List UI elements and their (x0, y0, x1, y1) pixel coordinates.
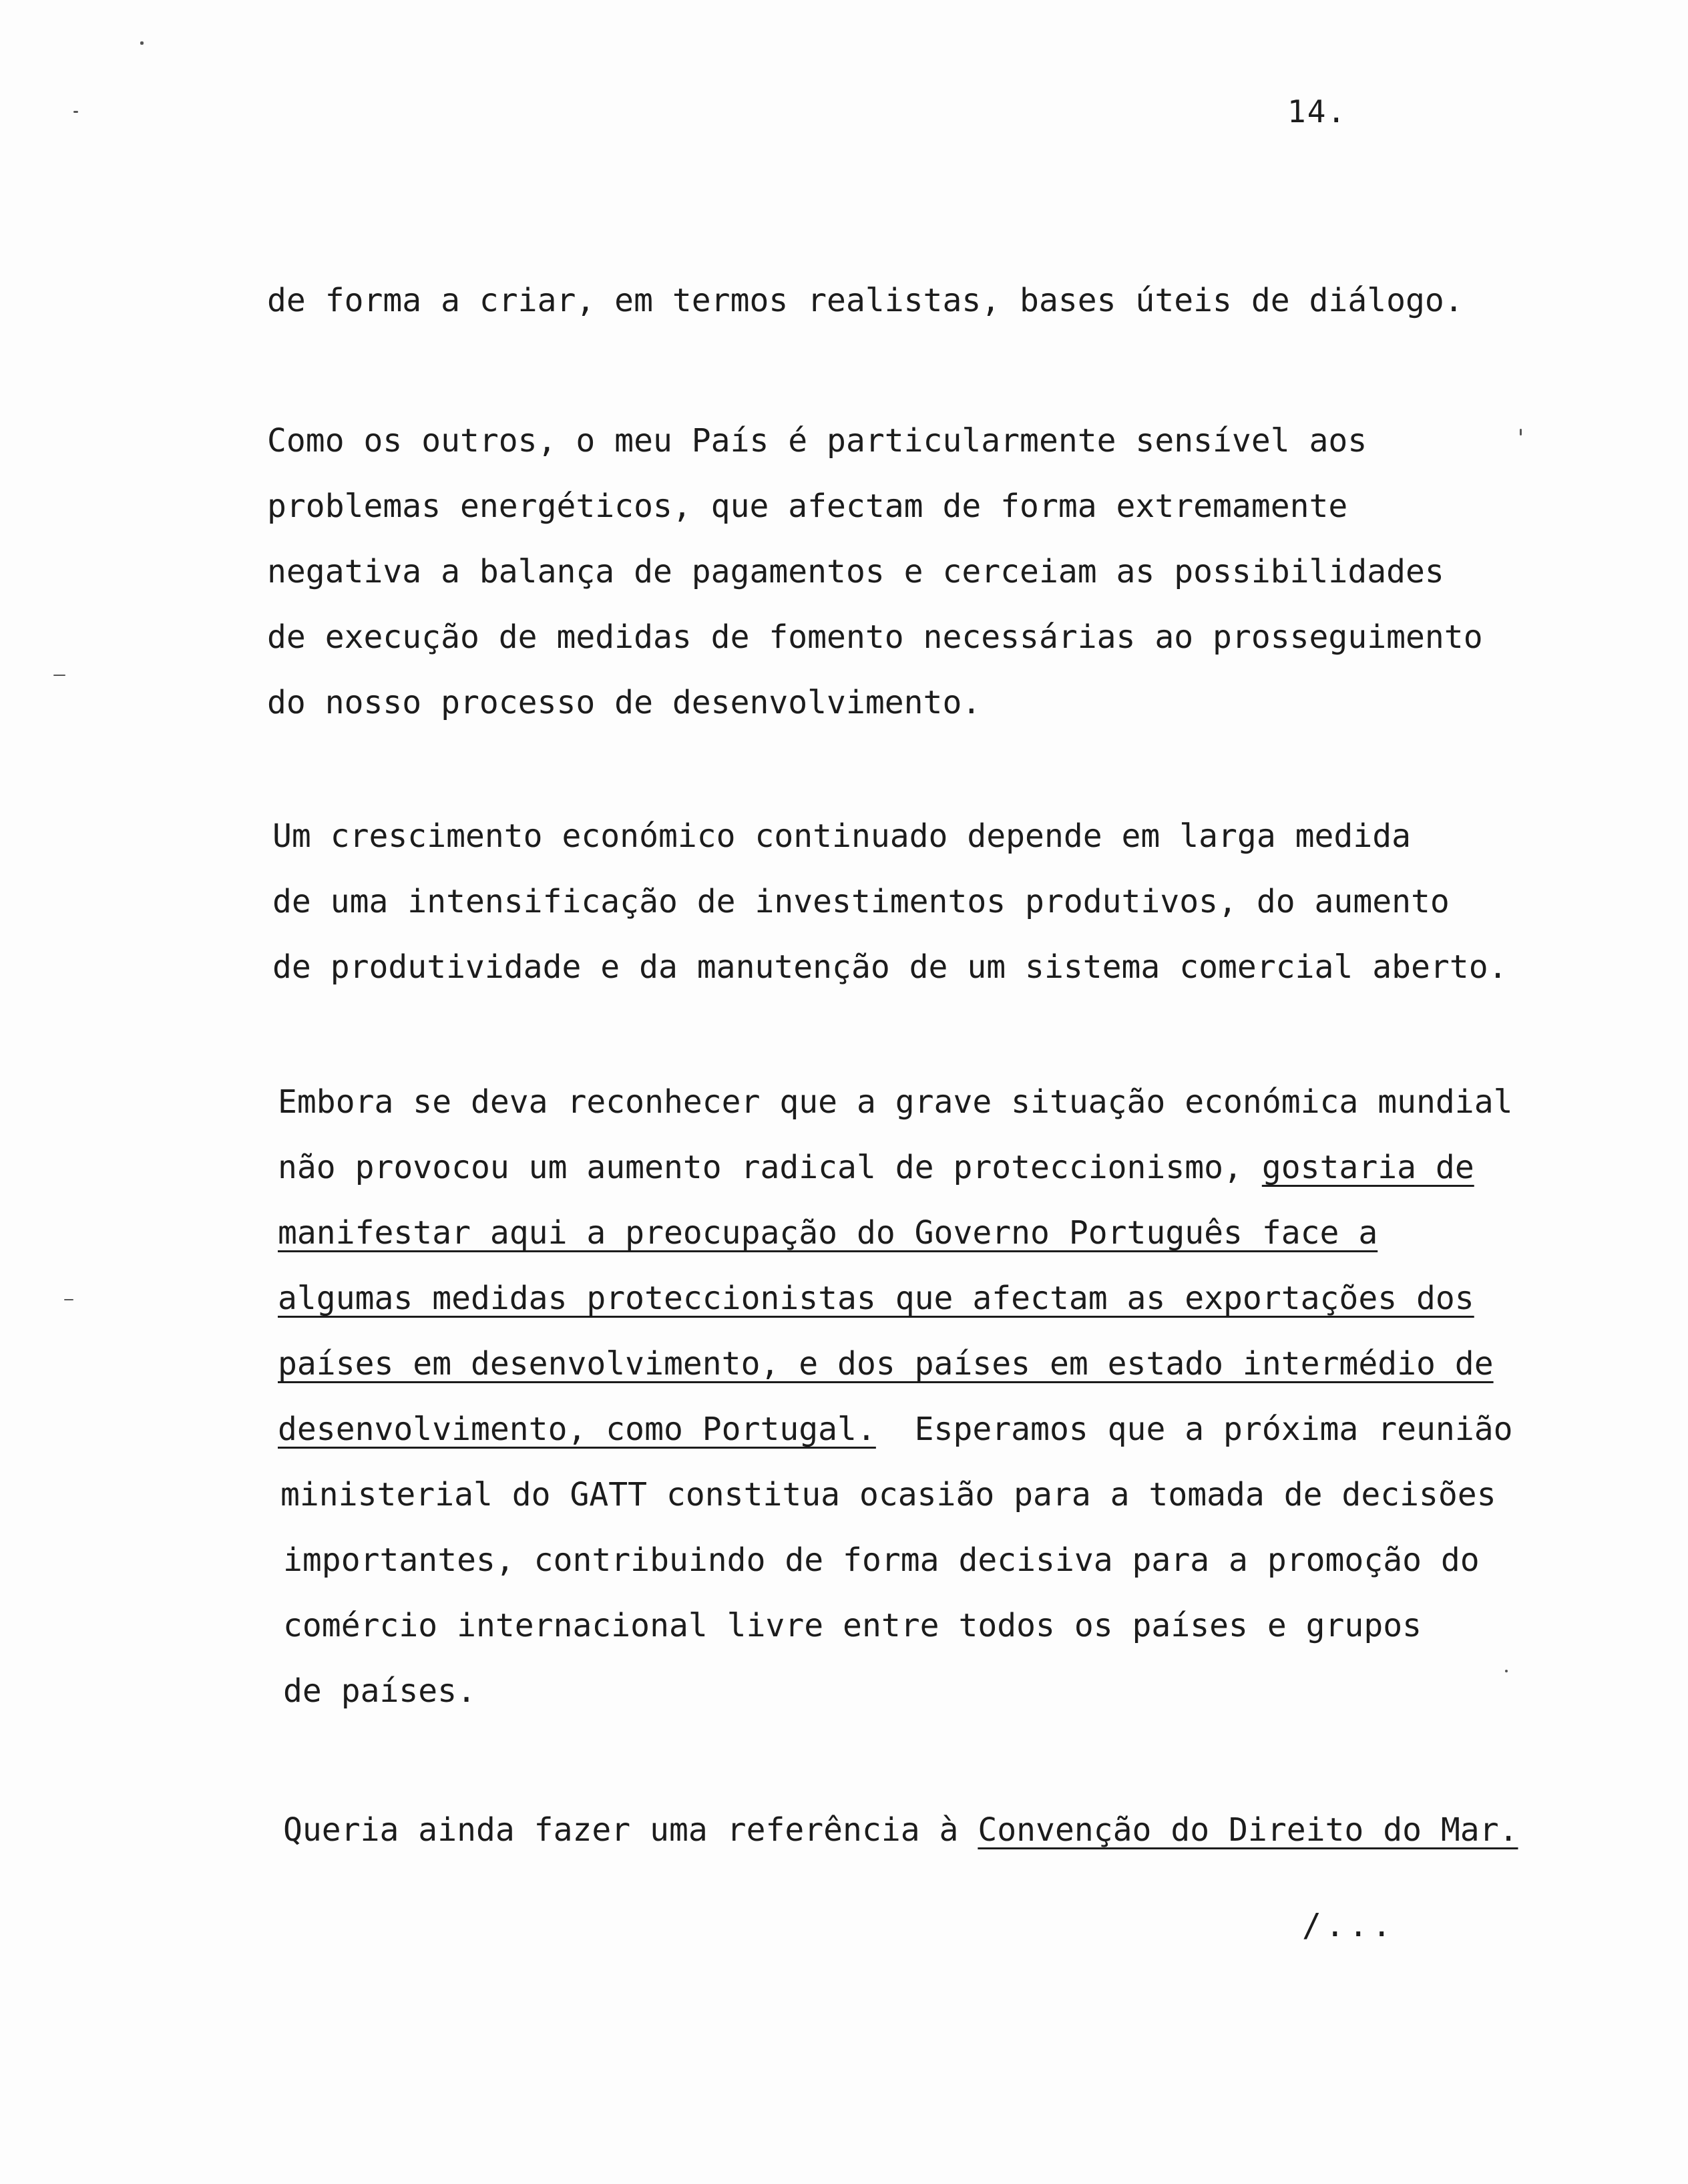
scan-speck (73, 111, 78, 113)
paragraph-4-line-9: comércio internacional livre entre todos os países e grupos (283, 1607, 1422, 1644)
scan-speck (1505, 1670, 1508, 1672)
paragraph-1-line-1: de forma a criar, em termos realistas, bases úteis de diálogo. (267, 282, 1464, 319)
paragraph-2-line-3: negativa a balança de pagamentos e cerceiam as possibilidades (267, 553, 1444, 590)
scan-speck (64, 1299, 73, 1300)
paragraph-2-line-4: de execução de medidas de fomento necessárias ao prosseguimento (267, 618, 1483, 656)
paragraph-4-line-7: ministerial do GATT constitua ocasião para a tomada de decisões (280, 1476, 1496, 1513)
paragraph-4-line-4 (278, 1278, 1474, 1318)
scan-speck (53, 675, 65, 676)
paragraph-3-line-2: de uma intensificação de investimentos produtivos, do aumento (272, 883, 1450, 920)
underlined-phrase: desenvolvimento, como Portugal. (278, 1411, 876, 1448)
underlined-phrase: gostaria de (1261, 1149, 1474, 1186)
paragraph-4-line-3 (278, 1213, 1378, 1253)
paragraph-4-line-2 (278, 1147, 1474, 1188)
scan-speck (140, 41, 144, 45)
paragraph-4-line-6 (278, 1409, 1513, 1449)
paragraph-2-line-2: problemas energéticos, que afectam de forma extremamente (267, 488, 1348, 525)
paragraph-5-line-1-text: Queria ainda fazer uma referência à (283, 1811, 978, 1849)
page-number: 14. (1287, 94, 1347, 130)
underlined-phrase: manifestar aqui a preocupação do Governo Português face a (278, 1214, 1378, 1252)
paragraph-4-line-1: Embora se deva reconhecer que a grave situação económica mundial (278, 1083, 1513, 1121)
paragraph-2-line-5: do nosso processo de desenvolvimento. (267, 684, 982, 721)
scan-speck (1520, 429, 1522, 435)
paragraph-2-line-1: Como os outros, o meu País é particularmente sensível aos (267, 422, 1367, 460)
paragraph-4-line-2-text: não provocou um aumento radical de proteccionismo, (278, 1149, 1262, 1186)
paragraph-4-line-6-text: Esperamos que a próxima reunião (875, 1411, 1513, 1448)
underlined-phrase: algumas medidas proteccionistas que afectam as exportações dos (278, 1280, 1474, 1317)
continuation-mark: /... (1302, 1907, 1396, 1944)
underlined-phrase: Convenção do Direito do Mar. (978, 1811, 1518, 1849)
paragraph-3-line-1: Um crescimento económico continuado depende em larga medida (272, 817, 1412, 855)
paragraph-5-line-1 (283, 1810, 1518, 1850)
paragraph-4-line-8: importantes, contribuindo de forma decisiva para a promoção do (283, 1541, 1480, 1579)
paragraph-4-line-5 (278, 1344, 1494, 1384)
underlined-phrase: países em desenvolvimento, e dos países em estado intermédio de (278, 1345, 1494, 1383)
paragraph-4-line-10: de países. (283, 1672, 476, 1710)
paragraph-3-line-3: de produtividade e da manutenção de um sistema comercial aberto. (272, 948, 1508, 986)
